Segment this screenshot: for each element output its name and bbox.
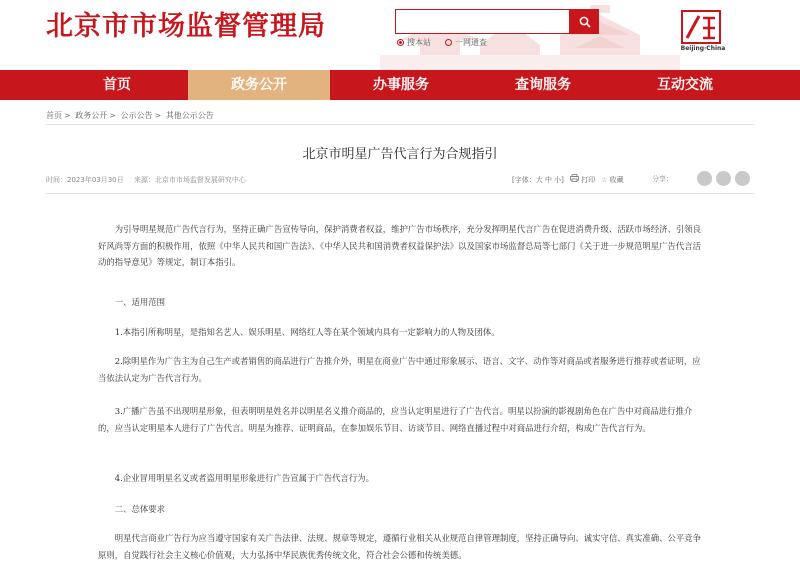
search-scope-all[interactable]: 一网通查 — [445, 37, 487, 48]
share-bar — [652, 171, 750, 186]
breadcrumb-separator: > — [154, 111, 162, 120]
breadcrumb — [46, 110, 214, 121]
nav-item-interaction[interactable]: 互动交流 — [657, 77, 713, 93]
nav-item-government-affairs[interactable]: 政务公开 — [188, 70, 330, 100]
nav-item-query[interactable]: 查询服务 — [515, 77, 571, 93]
paragraph: 为引导明星规范广告代言行为，坚持正确广告宣传导向，保护消费者权益，维护广告市场秩序，充分发挥明星代言广告在促进消费升级、活跃市场经济、引领良好风尚等方面的积极作用，依照《中华人民共和国广告法》、《中华人民共和国消费者权益保护法》以及国家市场监督总局等七部门《关于进一步规范明星广告代言活动的指导意见》等规定，制订本指引。 — [98, 224, 702, 267]
paragraph: 1.本指引所称明星，是指知名艺人、娱乐明星、网络红人等在某个领域内具有一定影响力的人物及团体。 — [114, 327, 500, 337]
divider — [46, 124, 754, 125]
breadcrumb-separator: > — [109, 111, 116, 120]
section-heading: 二、总体要求 — [114, 504, 166, 514]
paragraph: 2.除明星作为广告主为自己生产或者销售的商品进行广告推介外，明星在商业广告中通过形象展示、语言、文字、动作等对商品或者服务进行推荐或者证明，应当依法认定为广告代言行为。 — [98, 356, 701, 383]
section-heading: 一、适用范围 — [114, 297, 166, 307]
star-icon: ☆ — [601, 175, 608, 184]
font-size-selector[interactable]: [字体：大 中 小] — [512, 175, 564, 184]
breadcrumb-home[interactable]: 首页 — [46, 111, 62, 120]
logo-mark-icon — [683, 12, 719, 42]
radio-icon — [445, 39, 452, 46]
print-icon — [570, 174, 579, 182]
article-tools — [512, 174, 624, 185]
paragraph: 明星代言商业广告行为应当遵守国家有关广告法律、法规、规章等规定，遵循行业相关从业规范自律管理制度，坚持正确导向、诚实守信、真实准确、公平竞争原则，自觉践行社会主义核心价值观，大力弘扬中华民族优秀传统文化，符合社会公德和传统美德。 — [98, 533, 702, 560]
print-button[interactable]: 打印 — [570, 174, 595, 185]
logo-subtitle: Beijing·China — [680, 45, 726, 52]
nav-item-home[interactable]: 首页 — [103, 77, 131, 93]
article-meta — [46, 175, 254, 185]
search-input[interactable] — [395, 9, 570, 34]
site-header — [0, 0, 800, 70]
publish-date: 时间：2023年03月30日 — [46, 176, 124, 184]
divider — [46, 193, 754, 194]
weibo-share-icon[interactable] — [716, 171, 731, 186]
search-icon — [579, 16, 591, 28]
breadcrumb-announcements[interactable]: 公示公告 — [120, 111, 153, 120]
favorite-button[interactable]: ☆ 收藏 — [601, 175, 624, 184]
breadcrumb-other-announcements[interactable]: 其他公示公告 — [165, 111, 214, 120]
breadcrumb-government-affairs[interactable]: 政务公开 — [75, 111, 108, 120]
search-scope-site[interactable]: 搜本站 — [397, 37, 431, 48]
nav-item-services[interactable]: 办事服务 — [373, 77, 429, 93]
search-scope-options — [397, 37, 487, 48]
paragraph: 3.广播广告虽不出现明星形象，但表明明星姓名并以明星名义推介商品的，应当认定明星进行了广告代言。明星以扮演的影视剧角色在广告中对商品进行推介的，应当认定明星本人进行了广告代言。明星为推荐、证明商品，在参加娱乐节目、访谈节目、网络直播过程中对商品进行介绍，构成广告代言行为。 — [98, 406, 693, 433]
main-nav — [0, 70, 800, 100]
article-title: 北京市明星广告代言行为合规指引 — [302, 147, 498, 162]
wechat-share-icon[interactable] — [697, 171, 712, 186]
breadcrumb-separator: > — [64, 111, 71, 120]
site-title[interactable]: 北京市市场监督管理局 — [46, 11, 326, 42]
search-button[interactable] — [570, 9, 599, 34]
capital-window-logo[interactable] — [681, 10, 721, 44]
article-source: 来源：北京市市场监督发展研究中心 — [133, 176, 246, 184]
radio-icon — [397, 39, 404, 46]
qzone-share-icon[interactable] — [735, 171, 750, 186]
share-label: 分享： — [652, 174, 673, 183]
paragraph: 4.企业冒用明星名义或者盗用明星形象进行广告宣属于广告代言行为。 — [114, 473, 375, 483]
